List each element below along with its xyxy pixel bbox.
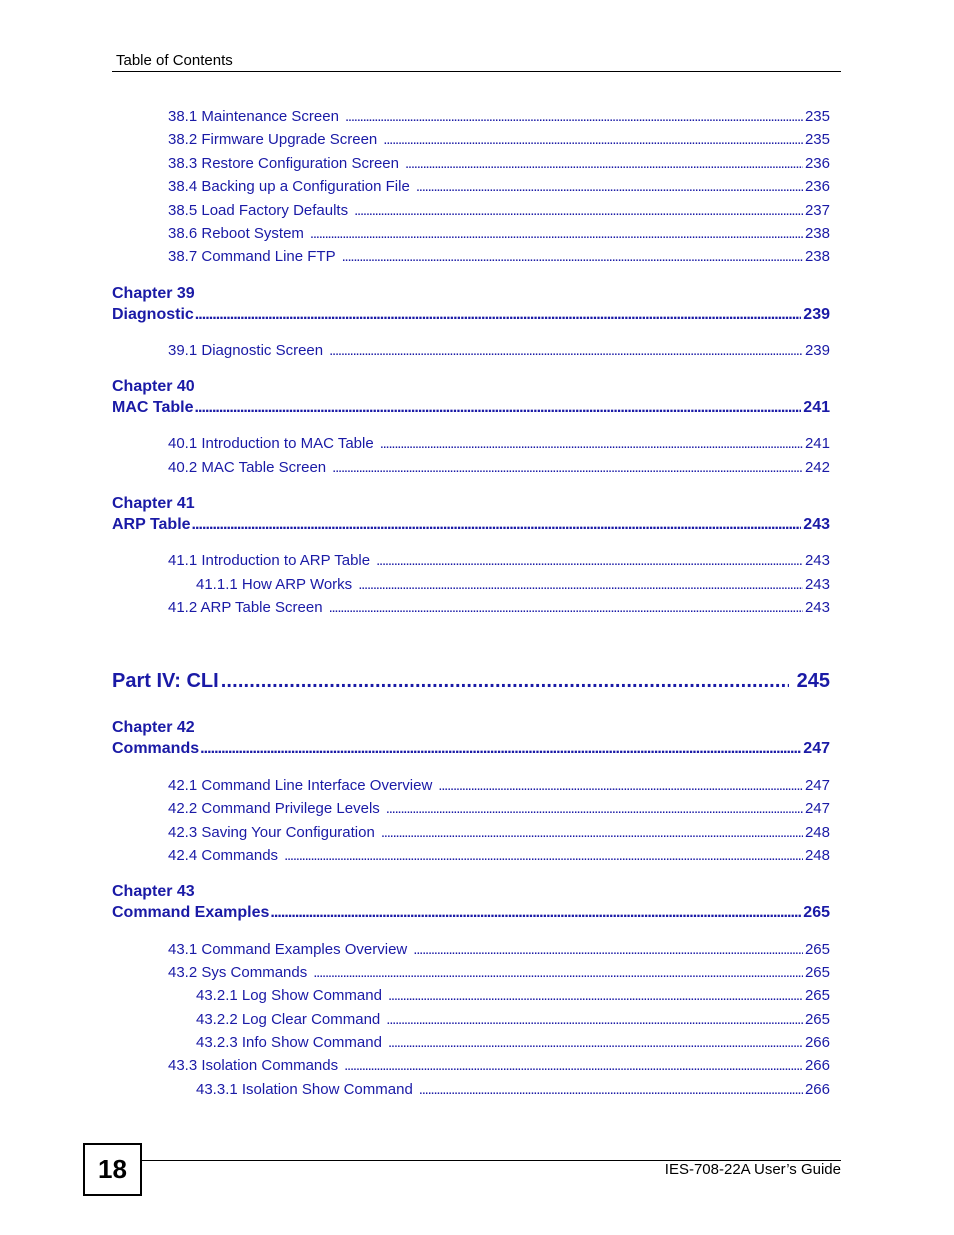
chapter-43-title[interactable]: Command Examples . . . 265: [112, 903, 830, 922]
chapter-40-heading[interactable]: Chapter 40: [112, 378, 195, 395]
page-number: 18: [83, 1143, 142, 1196]
toc-entry-43-2-1[interactable]: 43.2.1 Log Show Command . . . 265: [196, 987, 830, 1005]
toc-entry-38-6[interactable]: 38.6 Reboot System . . . 238: [168, 225, 830, 243]
chapter-41-heading[interactable]: Chapter 41: [112, 495, 195, 512]
part-4-title[interactable]: Part IV: CLI . . . 245: [112, 669, 830, 693]
toc-entry-43-3-1[interactable]: 43.3.1 Isolation Show Command . . . 266: [196, 1081, 830, 1099]
guide-title: IES-708-22A User’s Guide: [664, 1161, 841, 1178]
chapter-42-heading[interactable]: Chapter 42: [112, 719, 195, 736]
toc-entry-43-1[interactable]: 43.1 Command Examples Overview . . . 265: [168, 941, 830, 959]
toc-entry-42-4[interactable]: 42.4 Commands . . . 248: [168, 847, 830, 865]
toc-entry-38-3[interactable]: 38.3 Restore Configuration Screen . . . 236: [168, 155, 830, 173]
chapter-39-heading[interactable]: Chapter 39: [112, 285, 195, 302]
chapter-43-heading[interactable]: Chapter 43: [112, 883, 195, 900]
toc-entry-43-3[interactable]: 43.3 Isolation Commands . . . 266: [168, 1057, 830, 1075]
toc-entry-41-1[interactable]: 41.1 Introduction to ARP Table . . . 243: [168, 552, 830, 570]
chapter-42-title[interactable]: Commands . . . 247: [112, 739, 830, 758]
toc-entry-38-5[interactable]: 38.5 Load Factory Defaults . . . 237: [168, 202, 830, 220]
header-divider: [112, 71, 841, 72]
toc-entry-41-2[interactable]: 41.2 ARP Table Screen . . . 243: [168, 599, 830, 617]
toc-entry-40-2[interactable]: 40.2 MAC Table Screen . . . 242: [168, 459, 830, 477]
toc-entry-39-1[interactable]: 39.1 Diagnostic Screen . . . 239: [168, 342, 830, 360]
toc-entry-42-3[interactable]: 42.3 Saving Your Configuration . . . 248: [168, 824, 830, 842]
toc-entry-38-2[interactable]: 38.2 Firmware Upgrade Screen . . . 235: [168, 131, 830, 149]
chapter-39-title[interactable]: Diagnostic . . . 239: [112, 305, 830, 324]
toc-entry-41-1-1[interactable]: 41.1.1 How ARP Works . . . 243: [196, 576, 830, 594]
toc-entry-43-2[interactable]: 43.2 Sys Commands . . . 265: [168, 964, 830, 982]
toc-entry-38-7[interactable]: 38.7 Command Line FTP . . . 238: [168, 248, 830, 266]
chapter-41-title[interactable]: ARP Table . . . 243: [112, 515, 830, 534]
running-header: Table of Contents: [116, 52, 233, 69]
toc-entry-43-2-3[interactable]: 43.2.3 Info Show Command . . . 266: [196, 1034, 830, 1052]
toc-entry-42-2[interactable]: 42.2 Command Privilege Levels . . . 247: [168, 800, 830, 818]
toc-entry-43-2-2[interactable]: 43.2.2 Log Clear Command . . . 265: [196, 1011, 830, 1029]
toc-entry-38-4[interactable]: 38.4 Backing up a Configuration File . . . 236: [168, 178, 830, 196]
toc-entry-40-1[interactable]: 40.1 Introduction to MAC Table . . . 241: [168, 435, 830, 453]
toc-entry-38-1[interactable]: 38.1 Maintenance Screen . . . 235: [168, 108, 830, 126]
chapter-40-title[interactable]: MAC Table . . . 241: [112, 398, 830, 417]
toc-entry-42-1[interactable]: 42.1 Command Line Interface Overview . . . 247: [168, 777, 830, 795]
